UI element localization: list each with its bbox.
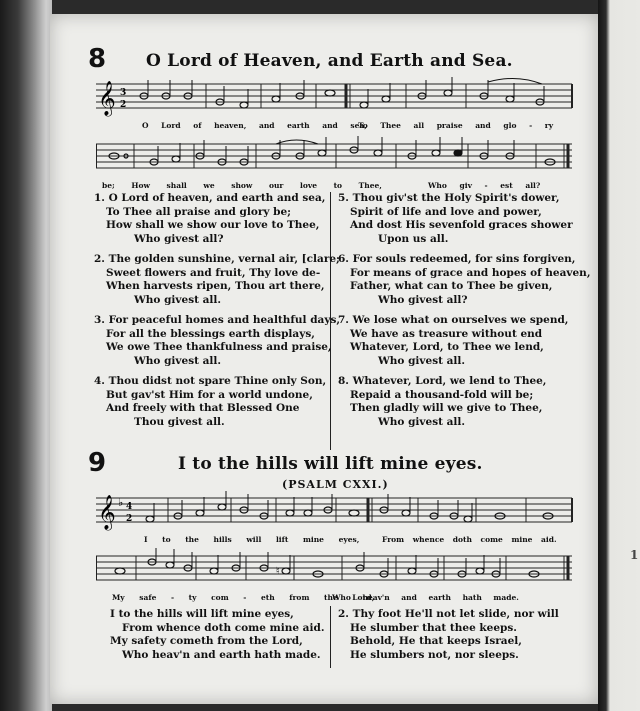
hymn-number: 9 xyxy=(88,448,107,478)
verse-line: Whatever, Lord, to Thee we lend, xyxy=(350,341,544,353)
hymn-title: I to the hills will lift mine eyes. xyxy=(178,454,483,474)
scan-left-edge xyxy=(0,0,52,711)
verse-line: Upon us all. xyxy=(378,232,449,245)
verse-line: Father, what can to Thee be given, xyxy=(350,280,553,292)
verse-line: For all the blessings earth displays, xyxy=(106,327,315,340)
verse-line: Whatever, Lord, we lend to Thee, xyxy=(352,375,547,387)
lyric-line: I to the hills will lift mine eyes, xyxy=(144,535,360,544)
verse-number: 8. xyxy=(338,375,349,387)
svg-text:♮: ♮ xyxy=(276,566,280,577)
music-staff-hymn8-line1 xyxy=(96,76,576,126)
scan-right-edge xyxy=(598,0,640,711)
verses-left-column xyxy=(94,192,341,429)
verse-line: Who givest all. xyxy=(134,293,222,306)
verse-line: Spirit of life and love and power, xyxy=(350,205,542,218)
hymn9-verse-2 xyxy=(338,608,590,662)
verse-line: O Lord of heaven, and earth and sea, xyxy=(108,192,326,204)
verse-number: 3. xyxy=(94,314,105,326)
verse-line: From whence doth come mine aid. xyxy=(122,621,325,634)
verse-line: The golden sunshine, vernal air, [clare; xyxy=(108,253,340,265)
verse-1 xyxy=(94,192,326,246)
verse-line: Thou giv'st the Holy Spirit's dower, xyxy=(352,192,560,204)
lyric-line: My safe - ty com - eth from the Lord, xyxy=(112,593,375,602)
svg-text:♭: ♭ xyxy=(118,496,124,509)
lyric-line: Who giv - est all? xyxy=(428,181,541,190)
verse-7 xyxy=(338,314,590,368)
psalm-reference: (PSALM CXXI.) xyxy=(282,478,389,491)
verse-line: For souls redeemed, for sins forgiven, xyxy=(352,253,576,265)
verse-number: 2. xyxy=(94,253,105,265)
verse-line: To Thee all praise and glory be; xyxy=(106,205,292,218)
verse-number: 1. xyxy=(94,192,105,204)
verse-6 xyxy=(338,253,590,307)
next-page-number: 1 xyxy=(630,548,639,562)
svg-text:3: 3 xyxy=(120,88,127,98)
verse-line: Who givest all. xyxy=(378,354,466,367)
verse-line: Who givest all. xyxy=(378,415,466,428)
column-divider xyxy=(330,606,331,668)
verse-line: For peaceful homes and healthful days, xyxy=(108,314,341,326)
verse-line: My safety cometh from the Lord, xyxy=(110,635,303,647)
verse-line: Who givest all. xyxy=(134,354,222,367)
verse-number: 7. xyxy=(338,314,349,326)
verse-line: Behold, He that keeps Israel, xyxy=(350,635,522,647)
verse-line: Thou givest all. xyxy=(134,415,225,428)
verse-line: Who givest all? xyxy=(378,293,468,306)
svg-text:2: 2 xyxy=(126,514,133,524)
verse-line: And freely with that Blessed One xyxy=(106,402,300,414)
verse-4 xyxy=(94,375,326,429)
verse-line: We lose what on ourselves we spend, xyxy=(352,314,569,326)
music-staff-hymn9-line1 xyxy=(96,490,576,540)
lyric-line: To Thee all praise and glo - ry xyxy=(358,121,554,130)
verse-number: 4. xyxy=(94,375,105,387)
verse-line: We have as treasure without end xyxy=(350,327,543,340)
svg-text:𝄞: 𝄞 xyxy=(98,81,116,116)
verse-line: He slumber that thee keeps. xyxy=(350,621,517,634)
lyric-line: Who heav'n and earth hath made. xyxy=(332,593,519,602)
verse-line: Thou didst not spare Thine only Son, xyxy=(108,375,327,387)
verse-line: But gav'st Him for a world undone, xyxy=(106,388,313,401)
verse-3 xyxy=(94,314,341,368)
music-staff-hymn9-line2 xyxy=(96,548,576,598)
verse-number: 5. xyxy=(338,192,349,204)
verse-line: I to the hills will lift mine eyes, xyxy=(110,608,294,620)
verse-line: Who heav'n and earth hath made. xyxy=(122,648,321,661)
lyric-line: O Lord of heaven, and earth and sea, xyxy=(142,121,367,130)
verses-right-column xyxy=(338,192,590,429)
verse-line: We owe Thee thankfulness and praise, xyxy=(106,341,332,353)
svg-text:4: 4 xyxy=(126,502,133,512)
verse-line: When harvests ripen, Thou art there, xyxy=(106,280,325,292)
svg-text:2: 2 xyxy=(120,100,127,110)
hymn-number: 8 xyxy=(88,44,107,74)
verse-number: 2. xyxy=(338,608,349,620)
verse-line: He slumbers not, nor sleeps. xyxy=(350,648,519,661)
verse-line: Sweet flowers and fruit, Thy love de- xyxy=(106,266,321,279)
hymn-title: O Lord of Heaven, and Earth and Sea. xyxy=(146,51,513,71)
verse-line: Who givest all? xyxy=(134,232,224,245)
lyric-line: be; How shall we show our love to Thee, xyxy=(102,181,382,190)
hymn9-verse-1 xyxy=(110,608,328,662)
verse-number: 6. xyxy=(338,253,349,265)
verse-line: How shall we show our love to Thee, xyxy=(106,219,320,231)
verse-line: For means of grace and hopes of heaven, xyxy=(350,266,591,279)
verse-2 xyxy=(94,253,340,307)
svg-text:𝄞: 𝄞 xyxy=(98,495,116,530)
verse-5 xyxy=(338,192,590,246)
verse-line: Thy foot He'll not let slide, nor will xyxy=(352,608,559,620)
verse-8 xyxy=(338,375,590,429)
lyric-line: From whence doth come mine aid. xyxy=(382,535,557,544)
hymnal-page xyxy=(50,14,598,704)
verse-line: And dost His sevenfold graces shower xyxy=(350,219,573,231)
verse-line: Then gladly will we give to Thee, xyxy=(350,402,543,414)
music-staff-hymn8-line2 xyxy=(96,136,576,186)
verse-line: Repaid a thousand-fold will be; xyxy=(350,388,534,401)
